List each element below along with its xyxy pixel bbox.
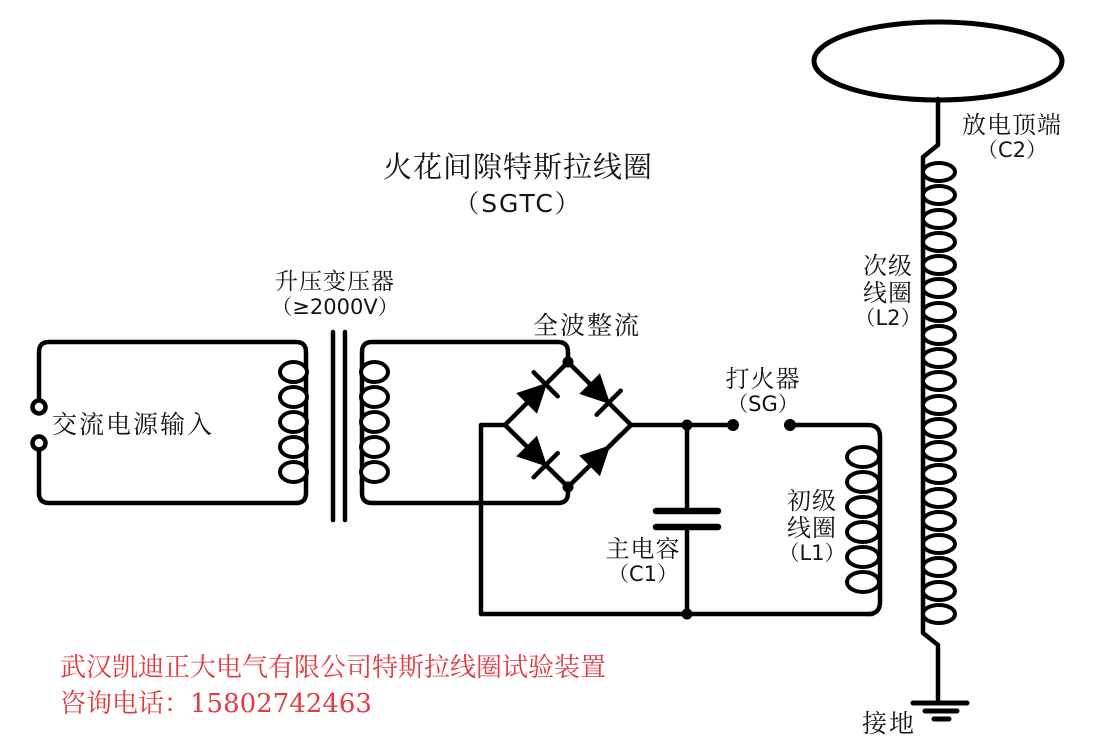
transformer-voltage: （≥2000V） — [271, 294, 399, 319]
spark-gap-name: 打火器 — [725, 365, 801, 393]
transformer-primary-winding — [280, 362, 307, 482]
spark-gap-ref: （SG） — [727, 391, 799, 416]
bridge-diodes — [518, 372, 621, 477]
transformer-name: 升压变压器 — [275, 269, 395, 295]
primary-coil-line2: 线圈 — [787, 513, 837, 542]
rectifier-label: 全波整流 — [533, 311, 642, 340]
secondary-coil-label — [838, 253, 938, 330]
capacitor-ref: （C1） — [607, 561, 679, 586]
topload-toroid — [814, 22, 1062, 100]
secondary-coil-ref: （L2） — [854, 305, 922, 330]
primary-coil-label — [762, 488, 862, 565]
topload-label — [938, 112, 1086, 162]
bridge-rectifier-symbol — [505, 362, 631, 487]
ac-terminal-bottom — [33, 437, 46, 450]
transformer-secondary-wiring — [362, 342, 568, 503]
primary-coil-line1: 初级 — [787, 487, 837, 515]
topload-ref: （C2） — [976, 137, 1048, 162]
watermark-phone: 咨询电话：15802742463 — [60, 689, 372, 719]
primary-coil-ref: （L1） — [778, 540, 846, 565]
ac-terminals — [33, 401, 46, 450]
ac-terminal-top — [33, 401, 46, 414]
title-line2: （SGTC） — [454, 189, 582, 219]
spark-gap-label — [690, 366, 836, 416]
watermark-company: 武汉凯迪正大电气有限公司特斯拉线圈试验装置 — [60, 653, 607, 683]
ground-label: 接地 — [862, 709, 917, 738]
diagram-title — [368, 150, 668, 219]
capacitor-label — [588, 536, 698, 586]
transformer-label — [240, 270, 430, 319]
ground-symbol — [913, 703, 967, 719]
spark-gap-symbol — [727, 419, 796, 431]
topload-name: 放电顶端 — [962, 111, 1062, 139]
ac-input-label: 交流电源输入 — [52, 410, 215, 439]
secondary-coil-line2: 线圈 — [863, 278, 913, 307]
watermark — [60, 650, 606, 722]
title-line1: 火花间隙特斯拉线圈 — [382, 150, 653, 184]
capacitor-name: 主电容 — [605, 535, 681, 563]
transformer-core — [333, 332, 345, 520]
tesla-secondary-coil-symbol — [923, 163, 955, 623]
transformer-secondary-winding — [361, 362, 388, 482]
secondary-coil-line1: 次级 — [863, 252, 913, 280]
